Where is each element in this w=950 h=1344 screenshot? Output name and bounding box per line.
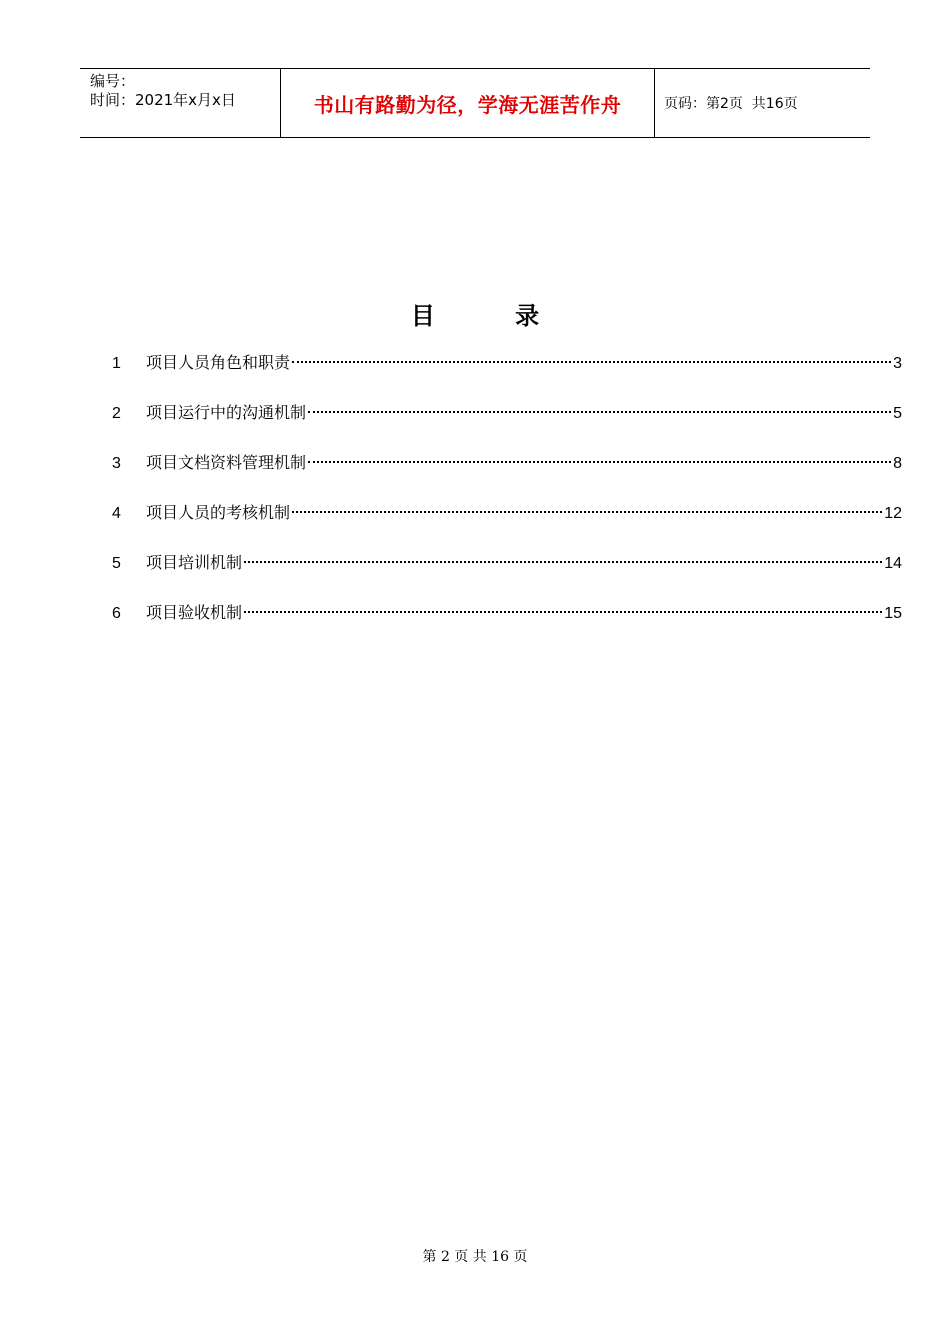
header-page-info [655, 69, 870, 137]
toc-entry-number: 5 [112, 555, 121, 572]
toc-entry-number: 1 [112, 355, 121, 372]
header-motto: 书山有路勤为径，学海无涯苦作舟 [281, 69, 655, 137]
toc-entry-title: 项目人员角色和职责 [146, 353, 291, 372]
toc-leader-dots [308, 461, 891, 463]
toc-entry-title: 项目人员的考核机制 [146, 503, 291, 522]
toc-title: 目 录 [410, 302, 576, 330]
toc-entry-number: 4 [112, 505, 121, 522]
page-header [80, 68, 870, 138]
toc-entry-title: 项目培训机制 [146, 553, 243, 572]
toc-leader-dots [308, 411, 891, 413]
table-of-contents [112, 350, 902, 650]
toc-entry-title: 项目运行中的沟通机制 [146, 403, 307, 422]
document-number-label: 编号： [90, 72, 136, 90]
toc-entry[interactable] [112, 600, 902, 650]
toc-entry[interactable] [112, 350, 902, 400]
header-page-info-text: 页码：第2页 共16页 [664, 96, 798, 112]
document-time-label: 时间：2021年x月x日 [90, 91, 236, 109]
toc-entry-number: 3 [112, 455, 121, 472]
page-footer: 第 2 页 共 16 页 [422, 1249, 528, 1265]
toc-entry[interactable] [112, 450, 902, 500]
toc-entry-page: 14 [884, 555, 902, 572]
toc-leader-dots [244, 611, 882, 613]
toc-entry-number: 2 [112, 405, 121, 422]
toc-entry-title: 项目文档资料管理机制 [146, 453, 307, 472]
toc-entry-page: 5 [893, 405, 902, 422]
toc-entry[interactable] [112, 400, 902, 450]
toc-entry-number: 6 [112, 605, 121, 622]
toc-entry[interactable] [112, 550, 902, 600]
toc-entry-title: 项目验收机制 [146, 603, 243, 622]
toc-leader-dots [292, 511, 882, 513]
toc-entry-page: 15 [884, 605, 902, 622]
toc-entry-page: 12 [884, 505, 902, 522]
header-meta [80, 69, 281, 137]
toc-entry-page: 8 [893, 455, 902, 472]
toc-entry[interactable] [112, 500, 902, 550]
toc-entry-page: 3 [893, 355, 902, 372]
toc-leader-dots [292, 361, 891, 363]
toc-leader-dots [244, 561, 882, 563]
